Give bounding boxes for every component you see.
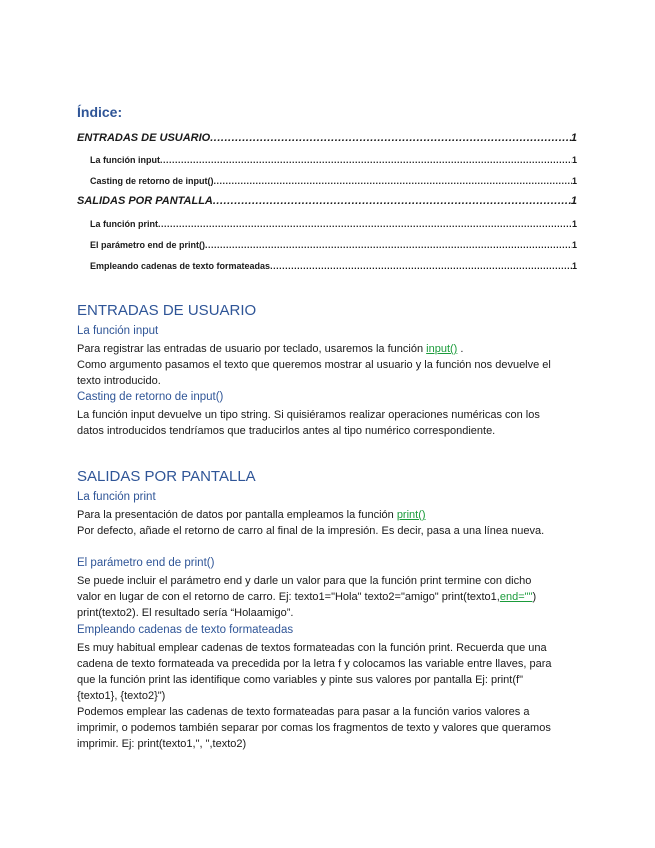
end-param-link[interactable]: end="" [499, 591, 533, 603]
paragraph-casting: La función input devuelve un tipo string. Si quisiéramos realizar operaciones numéricas con los datos introducidos tendríamos que traducirlos antes al tipo numérico correspondiente. [77, 409, 540, 437]
paragraph-text: ) print(texto2). El resultado sería “Holaamigo”. [77, 591, 537, 619]
toc-entry-label: Casting de retorno de input() [90, 176, 214, 186]
section-heading-salidas: SALIDAS POR PANTALLA [77, 468, 256, 485]
subheading-casting: Casting de retorno de input() [77, 391, 224, 403]
toc-entry-funcion-print[interactable] [77, 219, 577, 229]
toc-leader [213, 195, 571, 207]
paragraph-print-1 [77, 507, 557, 523]
toc-entry-label: La función print [90, 219, 158, 229]
toc-entry-page: 1 [571, 176, 577, 186]
paragraph-input-1 [77, 341, 557, 357]
print-doc-link[interactable]: print() [396, 509, 426, 521]
toc-leader [160, 155, 572, 165]
subheading-funcion-input: La función input [77, 325, 159, 337]
paragraph-input-2: Como argumento pasamos el texto que queremos mostrar al usuario y la función nos devuelve el texto introducido. [77, 359, 551, 387]
paragraph-text: Para la presentación de datos por pantalla empleamos la función [77, 509, 397, 521]
paragraph-print-2: Por defecto, añade el retorno de carro al final de la impresión. Es decir, pasa a una línea nueva. [77, 525, 545, 537]
toc-entry-label: ENTRADAS DE USUARIO [77, 132, 211, 144]
toc-entry-page: 1 [571, 155, 577, 165]
paragraph-text: . [457, 343, 464, 355]
toc-leader [210, 132, 571, 144]
toc-leader [205, 240, 572, 250]
toc-entry-entradas[interactable] [77, 132, 577, 144]
paragraph-formateadas-1: Es muy habitual emplear cadenas de textos formateadas con la función print. Recuerda que una cadena de texto formateada va precedida por la letra f y colocamos las variable entre llaves, para que la función print las identifique como variables y pinte sus valores por pantalla Ej: print(f"{texto1}, {texto2}") [77, 642, 552, 702]
toc-title: Índice: [77, 104, 123, 120]
toc-entry-page: 1 [571, 219, 577, 229]
subheading-cadenas-formateadas: Empleando cadenas de texto formateadas [77, 624, 294, 636]
paragraph-end [77, 573, 557, 621]
toc-leader [270, 261, 572, 271]
paragraph-text: Para registrar las entradas de usuario por teclado, usaremos la función [77, 343, 427, 355]
input-doc-link[interactable]: input() [426, 343, 458, 355]
toc-entry-parametro-end[interactable] [77, 240, 577, 250]
toc-entry-page: 1 [570, 195, 577, 207]
toc-entry-salidas[interactable] [77, 195, 577, 207]
paragraph-formateadas-2: Podemos emplear las cadenas de texto formateadas para pasar a la función varios valores a imprimir, o podemos también separar por comas los fragmentos de texto y valores que queramos imprimir. Ej: print(texto1,", ",texto2) [77, 706, 551, 750]
toc-entry-label: El parámetro end de print() [90, 240, 206, 250]
subheading-funcion-print: La función print [77, 491, 156, 503]
section-heading-entradas: ENTRADAS DE USUARIO [77, 302, 257, 319]
toc-entry-page: 1 [571, 240, 577, 250]
toc-entry-label: La función input [90, 155, 160, 165]
toc-entry-page: 1 [570, 132, 577, 144]
toc-entry-page: 1 [571, 261, 577, 271]
toc-entry-casting[interactable] [77, 176, 577, 186]
toc-entry-funcion-input[interactable] [77, 155, 577, 165]
subheading-parametro-end: El parámetro end de print() [77, 557, 215, 569]
toc-leader [214, 176, 572, 186]
toc-entry-label: Empleando cadenas de texto formateadas [90, 261, 271, 271]
toc-entry-cadenas-formateadas[interactable] [77, 261, 577, 271]
toc-entry-label: SALIDAS POR PANTALLA [77, 195, 213, 207]
toc-leader [158, 219, 572, 229]
paragraph-text: Se puede incluir el parámetro end y darle un valor para que la función print termine con dicho valor en lugar de con el retorno de carro. Ej: texto1="Hola" texto2="amigo" print(texto1, [77, 575, 532, 603]
